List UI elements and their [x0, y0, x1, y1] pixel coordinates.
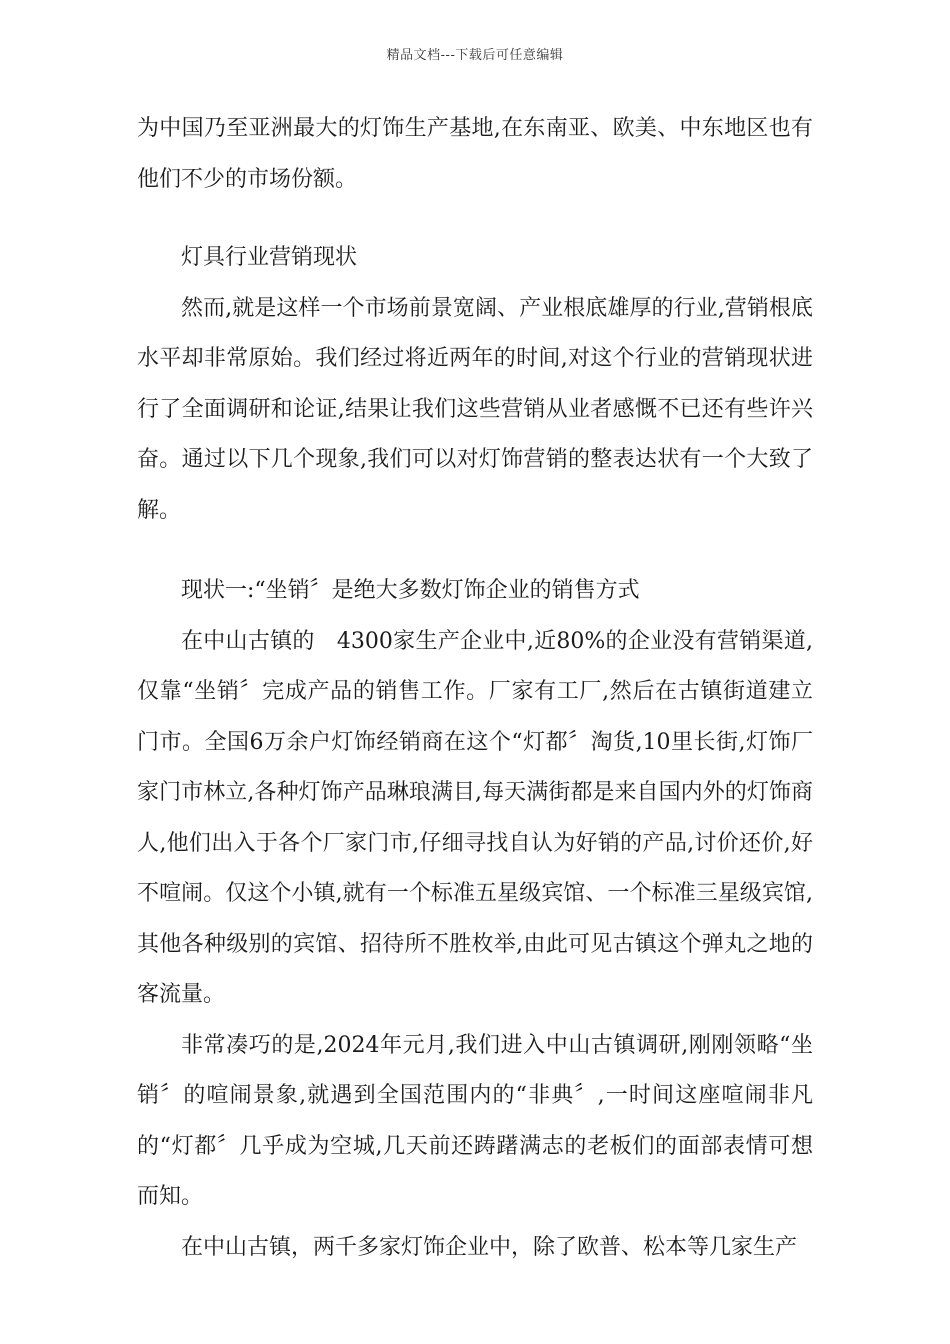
paragraph-guzhen-companies: 在中山古镇，两千多家灯饰企业中，除了欧普、松本等几家生产: [181, 1234, 798, 1260]
spacer: [137, 205, 813, 233]
section-heading-marketing-status: 灯具行业营销现状: [181, 245, 358, 270]
paragraph-guzhen-enterprises: 在中山古镇的 4300家生产企业中,近80%的企业没有营销渠道,仅靠“坐销〞完成产品的销售工作。厂家有工厂,然后在古镇街道建立门市。全国6万余户灯饰经销商在这个“灯都〞淘货,10里长街,灯饰厂家门市林立,各种灯饰产品琳琅满目,每天满街都是来自国内外的灯饰商人,他们出入于各个厂家门市,仔细寻找自认为好销的产品,讨价还价,好不喧闹。仅这个小镇,就有一个标准五星级宾馆、一个标准三星级宾馆,其他各种级别的宾馆、招待所不胜枚举,由此可见古镇这个弹丸之地的客流量。: [137, 628, 813, 1007]
paragraph-continuation: 为中国乃至亚洲最大的灯饰生产基地,在东南亚、欧美、中东地区也有他们不少的市场份额。: [137, 116, 813, 192]
paragraph-sars-event: 非常凑巧的是,2024年元月,我们进入中山古镇调研,刚刚领略“坐销〞的喧闹景象,就遇到全国范围内的“非典〞,一时间这座喧闹非凡的“灯都〞几乎成为空城,几天前还踌躇满志的老板们的面部表情可想而知。: [137, 1032, 813, 1209]
paragraph-marketing-overview: 然而,就是这样一个市场前景宽阔、产业根底雄厚的行业,营销根底水平却非常原始。我们经过将近两年的时间,对这个行业的营销现状进行了全面调研和论证,结果让我们这些营销从业者感慨不已还有些许兴奋。通过以下几个现象,我们可以对灯饰营销的整表达状有一个大致了解。: [137, 295, 813, 523]
spacer: [137, 536, 813, 566]
section-heading-status-one: 现状一:“坐销〞是绝大多数灯饰企业的销售方式: [181, 578, 640, 603]
page-header: 精品文档---下载后可任意编辑: [386, 48, 564, 63]
document-body: [137, 104, 813, 1273]
